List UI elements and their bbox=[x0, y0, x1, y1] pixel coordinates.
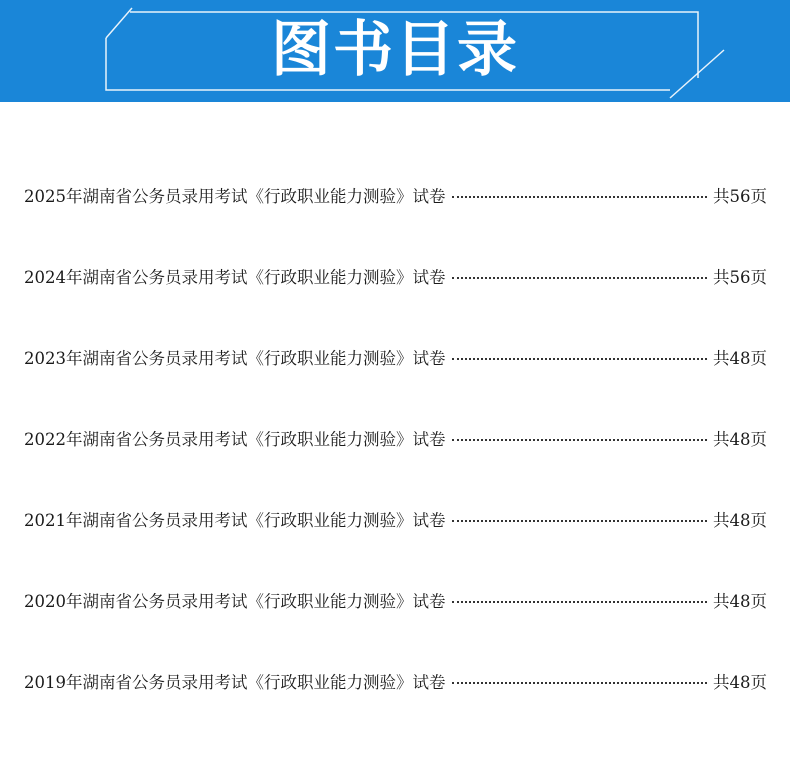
toc-entry bbox=[24, 181, 767, 209]
toc-entry-pages: 共48页 bbox=[713, 673, 767, 692]
toc-dot-leader bbox=[452, 682, 708, 684]
toc-dot-leader bbox=[452, 196, 708, 198]
toc-entry-title: 2019年湖南省公务员录用考试《行政职业能力测验》试卷 bbox=[24, 673, 446, 692]
toc-entry bbox=[24, 343, 767, 371]
page-title: 图书目录 bbox=[271, 15, 519, 85]
toc-entry-pages: 共48页 bbox=[713, 430, 767, 449]
toc-dot-leader bbox=[452, 358, 708, 360]
toc-entry-pages: 共48页 bbox=[713, 511, 767, 530]
toc-dot-leader bbox=[452, 601, 708, 603]
toc-entry bbox=[24, 505, 767, 533]
toc-entry-pages: 共56页 bbox=[713, 268, 767, 287]
header-banner bbox=[0, 0, 790, 102]
toc-dot-leader bbox=[452, 520, 708, 522]
toc-entry-title: 2022年湖南省公务员录用考试《行政职业能力测验》试卷 bbox=[24, 430, 446, 449]
toc-entry bbox=[24, 667, 767, 695]
toc-entry-pages: 共56页 bbox=[713, 187, 767, 206]
toc-entry bbox=[24, 262, 767, 290]
toc-entry-title: 2024年湖南省公务员录用考试《行政职业能力测验》试卷 bbox=[24, 268, 446, 287]
toc-entry-pages: 共48页 bbox=[713, 592, 767, 611]
toc-dot-leader bbox=[452, 277, 708, 279]
toc-entry-title: 2025年湖南省公务员录用考试《行政职业能力测验》试卷 bbox=[24, 187, 446, 206]
toc-entry-pages: 共48页 bbox=[713, 349, 767, 368]
toc-entry-title: 2021年湖南省公务员录用考试《行政职业能力测验》试卷 bbox=[24, 511, 446, 530]
toc-entry bbox=[24, 586, 767, 614]
toc-entry bbox=[24, 424, 767, 452]
toc-entry-title: 2023年湖南省公务员录用考试《行政职业能力测验》试卷 bbox=[24, 349, 446, 368]
toc-entry-title: 2020年湖南省公务员录用考试《行政职业能力测验》试卷 bbox=[24, 592, 446, 611]
toc-dot-leader bbox=[452, 439, 708, 441]
